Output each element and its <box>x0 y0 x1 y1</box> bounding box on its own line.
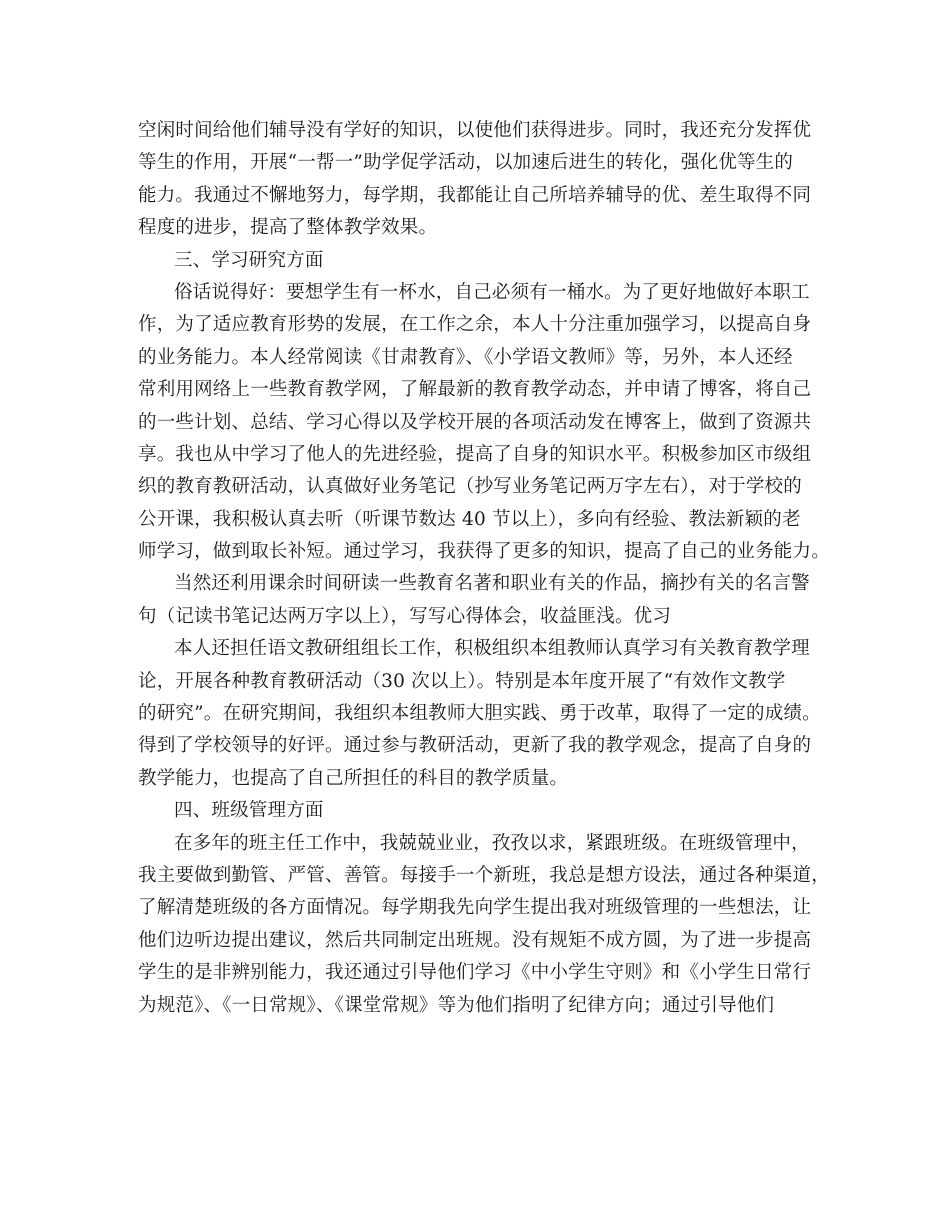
text-line: 公开课，我积极认真去听（听课节数达 40 节以上），多向有经验、教法新颖的老 <box>138 508 801 530</box>
text-line: 程度的进步，提高了整体教学效果。 <box>138 217 438 239</box>
text-line: 织的教育教研活动，认真做好业务笔记（抄写业务笔记两万字左右），对于学校的 <box>138 476 802 498</box>
text-line: 享。我也从中学习了他人的先进经验，提高了自身的知识水平。积极参加区市级组 <box>138 443 812 465</box>
text-line: 常利用网络上一些教育教学网，了解最新的教育教学动态，并申请了博客，将自己 <box>138 379 812 401</box>
text-line: 论，开展各种教育教研活动（30 次以上）。特别是本年度开展了“有效作文教学 <box>138 670 786 692</box>
text-line: 了解清楚班级的各方面情况。每学期我先向学生提出我对班级管理的一些想法，让 <box>138 897 812 919</box>
text-line: 本人还担任语文教研组组长工作，积极组织本组教师认真学习有关教育教学理 <box>174 638 810 660</box>
text-line: 等生的作用，开展“一帮一”助学促学活动，以加速后进生的转化，强化优等生的 <box>138 152 794 174</box>
text-line: 当然还利用课余时间研读一些教育名著和职业有关的作品，摘抄有关的名言警 <box>174 573 810 595</box>
text-line: 俗话说得好：要想学生有一杯水，自己必须有一桶水。为了更好地做好本职工 <box>174 281 810 303</box>
text-line: 的业务能力。本人经常阅读《甘肃教育》、《小学语文教师》等，另外，本人还经 <box>138 346 793 368</box>
text-line: 得到了学校领导的好评。通过参与教研活动，更新了我的教学观念，提高了自身的 <box>138 735 812 757</box>
text-line: 他们边听边提出建议，然后共同制定出班规。没有规矩不成方圆，为了进一步提高 <box>138 929 812 951</box>
text-line: 空闲时间给他们辅导没有学好的知识，以使他们获得进步。同时，我还充分发挥优 <box>138 120 812 141</box>
document-body <box>138 115 830 1022</box>
text-line: 在多年的班主任工作中，我兢兢业业，孜孜以求，紧跟班级。在班级管理中， <box>174 832 810 854</box>
text-line: 我主要做到勤管、严管、善管。每接手一个新班，我总是想方设法，通过各种渠道， <box>138 864 830 886</box>
text-line: 师学习，做到取长补短。通过学习，我获得了更多的知识，提高了自己的业务能力。 <box>138 541 830 563</box>
text-line: 三、学习研究方面 <box>174 249 324 271</box>
text-line: 教学能力，也提高了自己所担任的科目的教学质量。 <box>138 767 569 789</box>
text-line: 句（记读书笔记达两万字以上），写写心得体会，收益匪浅。优习 <box>138 605 672 627</box>
text-line: 的研究”。在研究期间，我组织本组教师大胆实践、勇于改革，取得了一定的成绩。 <box>138 703 821 725</box>
text-line: 作，为了适应教育形势的发展，在工作之余，本人十分注重加强学习，以提高自身 <box>138 314 812 336</box>
text-line: 四、班级管理方面 <box>174 800 324 822</box>
text-line: 学生的是非辨别能力，我还通过引导他们学习《中小学生守则》和《小学生日常行 <box>138 962 812 984</box>
text-line: 能力。我通过不懈地努力，每学期，我都能让自己所培养辅导的优、差生取得不同 <box>138 184 812 206</box>
text-line: 的一些计划、总结、学习心得以及学校开展的各项活动发在博客上，做到了资源共 <box>138 411 812 433</box>
text-line: 为规范》、《一日常规》、《课堂常规》等为他们指明了纪律方向；通过引导他们 <box>138 994 775 1016</box>
